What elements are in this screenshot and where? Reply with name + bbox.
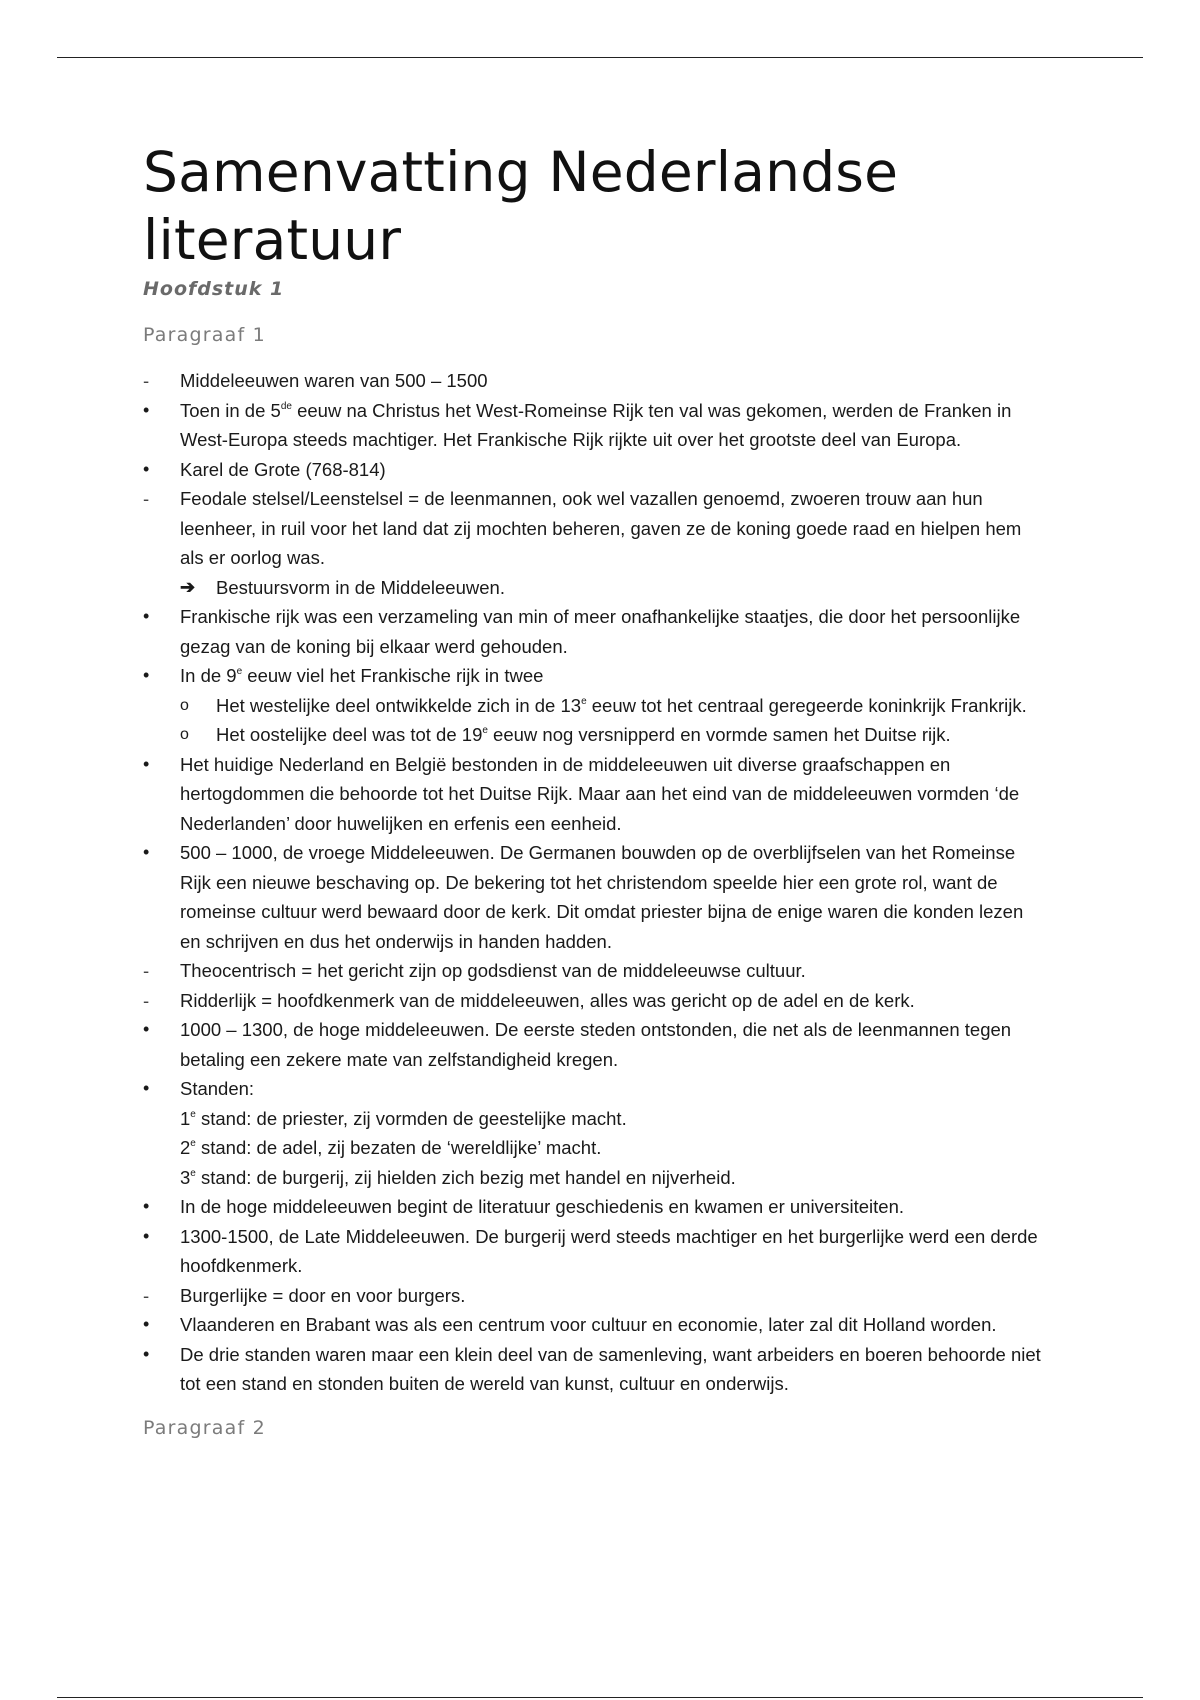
- list-item: [143, 956, 1043, 986]
- dash-marker: -: [143, 488, 150, 509]
- list-item: [143, 484, 1043, 573]
- section-heading-1: Paragraaf 1: [143, 324, 266, 346]
- superscript: e: [190, 1167, 196, 1179]
- arrow-sub-item: [143, 573, 1043, 603]
- bullet-marker: •: [143, 842, 150, 862]
- list-item: [143, 986, 1043, 1016]
- item-text: Bestuursvorm in de Middeleeuwen.: [216, 576, 505, 598]
- dash-marker: -: [143, 989, 150, 1011]
- item-text: De drie standen waren maar een klein deel van de samenleving, want arbeiders en boeren behoorde niet tot een stand en stonden buiten de wereld van kunst, cultuur en onderwijs.: [180, 1343, 1041, 1394]
- dash-marker: -: [143, 960, 150, 981]
- item-text: eeuw na Christus het West-Romeinse Rijk ten val was gekomen, werden de Franken in West-Europa steeds machtiger. Het Frankische Rijk rijkte uit over het grootste deel van Europa.: [180, 399, 1012, 450]
- standen-line: [143, 1133, 1043, 1163]
- superscript: e: [482, 725, 488, 736]
- chapter-heading: Hoofdstuk 1: [143, 278, 285, 300]
- item-text: Burgerlijke = door en voor burgers.: [180, 1284, 466, 1306]
- standen-line: [143, 1163, 1043, 1193]
- item-text: stand: de priester, zij vormden de geestelijke macht.: [195, 1107, 627, 1129]
- list-item: [143, 1074, 1043, 1104]
- item-text: 1300-1500, de Late Middeleeuwen. De burgerij werd steeds machtiger en het burgerlijke werd een derde hoofdkenmerk.: [180, 1225, 1038, 1276]
- bullet-marker: •: [143, 399, 150, 420]
- superscript: e: [581, 695, 587, 707]
- list-item: [143, 1192, 1043, 1222]
- item-text: 3: [180, 1166, 191, 1188]
- item-text: Karel de Grote (768-814): [180, 458, 386, 480]
- standen-line: [143, 1104, 1043, 1134]
- item-text: Frankische rijk was een verzameling van min of meer onafhankelijke staatjes, die door het persoonlijke gezag van de koning bij elkaar werd gehouden.: [180, 606, 1021, 657]
- notes-list: [143, 366, 1043, 1399]
- bullet-marker: •: [143, 753, 150, 774]
- section-heading-2: Paragraaf 2: [143, 1416, 266, 1439]
- item-text: Het oostelijke deel was tot de 19: [216, 724, 483, 745]
- circle-marker: o: [180, 696, 189, 714]
- list-item: [143, 1310, 1043, 1340]
- dash-marker: -: [143, 370, 150, 391]
- dash-marker: -: [143, 1284, 150, 1306]
- item-text: In de 9: [180, 665, 237, 686]
- bullet-marker: •: [143, 665, 150, 685]
- item-text: eeuw viel het Frankische rijk in twee: [242, 665, 544, 686]
- bullet-marker: •: [143, 1196, 150, 1216]
- bullet-marker: •: [143, 1314, 150, 1334]
- list-item: [143, 1340, 1043, 1399]
- list-item: [143, 838, 1043, 956]
- arrow-icon: ➔: [180, 576, 196, 597]
- item-text: eeuw tot het centraal geregeerde koninkrijk Frankrijk.: [586, 694, 1027, 716]
- list-item: [143, 1015, 1043, 1074]
- list-item: [143, 750, 1043, 839]
- item-text: Feodale stelsel/Leenstelsel = de leenmannen, ook wel vazallen genoemd, zwoeren trouw aan hun leenheer, in ruil voor het land dat zij mochten beheren, gaven ze de koning goede raad en hielpen hem als er oorlog was.: [180, 488, 1022, 568]
- item-text: Middeleeuwen waren van 500 – 1500: [180, 370, 488, 391]
- item-text: eeuw nog versnipperd en vormde samen het Duitse rijk.: [487, 724, 951, 745]
- item-text: 1000 – 1300, de hoge middeleeuwen. De eerste steden ontstonden, die net als de leenmannen tegen betaling een zekere mate van zelfstandigheid kregen.: [180, 1019, 1012, 1070]
- item-text: Ridderlijk = hoofdkenmerk van de middeleeuwen, alles was gericht op de adel en de kerk.: [180, 989, 915, 1011]
- item-text: 2: [180, 1137, 191, 1158]
- circle-marker: o: [180, 726, 189, 743]
- item-text: Het huidige Nederland en België bestonden in de middeleeuwen uit diverse graafschappen en hertogdommen die behoorde tot het Duitse Rijk. Maar aan het eind van de middeleeuwen vormden ‘de Nederlanden’ door huwelijken en erfenis een eenheid.: [180, 753, 1020, 834]
- superscript: e: [236, 666, 243, 677]
- superscript: e: [190, 1138, 196, 1149]
- list-item: [143, 1222, 1043, 1281]
- item-text: stand: de adel, zij bezaten de ‘wereldlijke’ macht.: [195, 1137, 602, 1158]
- bullet-marker: •: [143, 1078, 150, 1098]
- item-text: Het westelijke deel ontwikkelde zich in de 13: [216, 694, 582, 716]
- document-body: [143, 138, 1043, 1441]
- item-text: Vlaanderen en Brabant was als een centrum voor cultuur en economie, later zal dit Holland worden.: [180, 1314, 997, 1335]
- superscript: de: [280, 400, 292, 412]
- item-text: Toen in de 5: [180, 399, 281, 421]
- document-title: Samenvatting Nederlandse literatuur: [143, 140, 899, 272]
- sub-list-item: [143, 720, 1043, 750]
- bullet-marker: •: [143, 606, 150, 626]
- item-text: 500 – 1000, de vroege Middeleeuwen. De Germanen bouwden op de overblijfselen van het Romeinse Rijk een nieuwe beschaving op. De bekering tot het christendom speelde hier een grote rol, want de romeinse cultuur werd bewaard door de kerk. Dit omdat priester bijna de enige waren die konden lezen en schrijven en dus het onderwijs in handen hadden.: [180, 842, 1024, 952]
- bullet-marker: •: [143, 1225, 150, 1246]
- bottom-rule: [57, 1697, 1143, 1698]
- item-text: In de hoge middeleeuwen begint de literatuur geschiedenis en kwamen er universiteiten.: [180, 1196, 905, 1217]
- item-text: Standen:: [180, 1078, 255, 1099]
- bullet-marker: •: [143, 1019, 150, 1039]
- item-text: stand: de burgerij, zij hielden zich bezig met handel en nijverheid.: [195, 1166, 736, 1188]
- list-item: [143, 1281, 1043, 1311]
- list-item: [143, 455, 1043, 485]
- item-text: Theocentrisch = het gericht zijn op godsdienst van de middeleeuwse cultuur.: [180, 960, 806, 981]
- top-rule: [57, 57, 1143, 58]
- list-item: [143, 366, 1043, 396]
- bullet-marker: •: [143, 1343, 150, 1364]
- item-text: 1: [180, 1107, 191, 1129]
- list-item: [143, 602, 1043, 661]
- list-item: [143, 396, 1043, 455]
- superscript: e: [190, 1108, 196, 1120]
- bullet-marker: •: [143, 458, 150, 479]
- list-item: [143, 661, 1043, 691]
- sub-list-item: [143, 691, 1043, 721]
